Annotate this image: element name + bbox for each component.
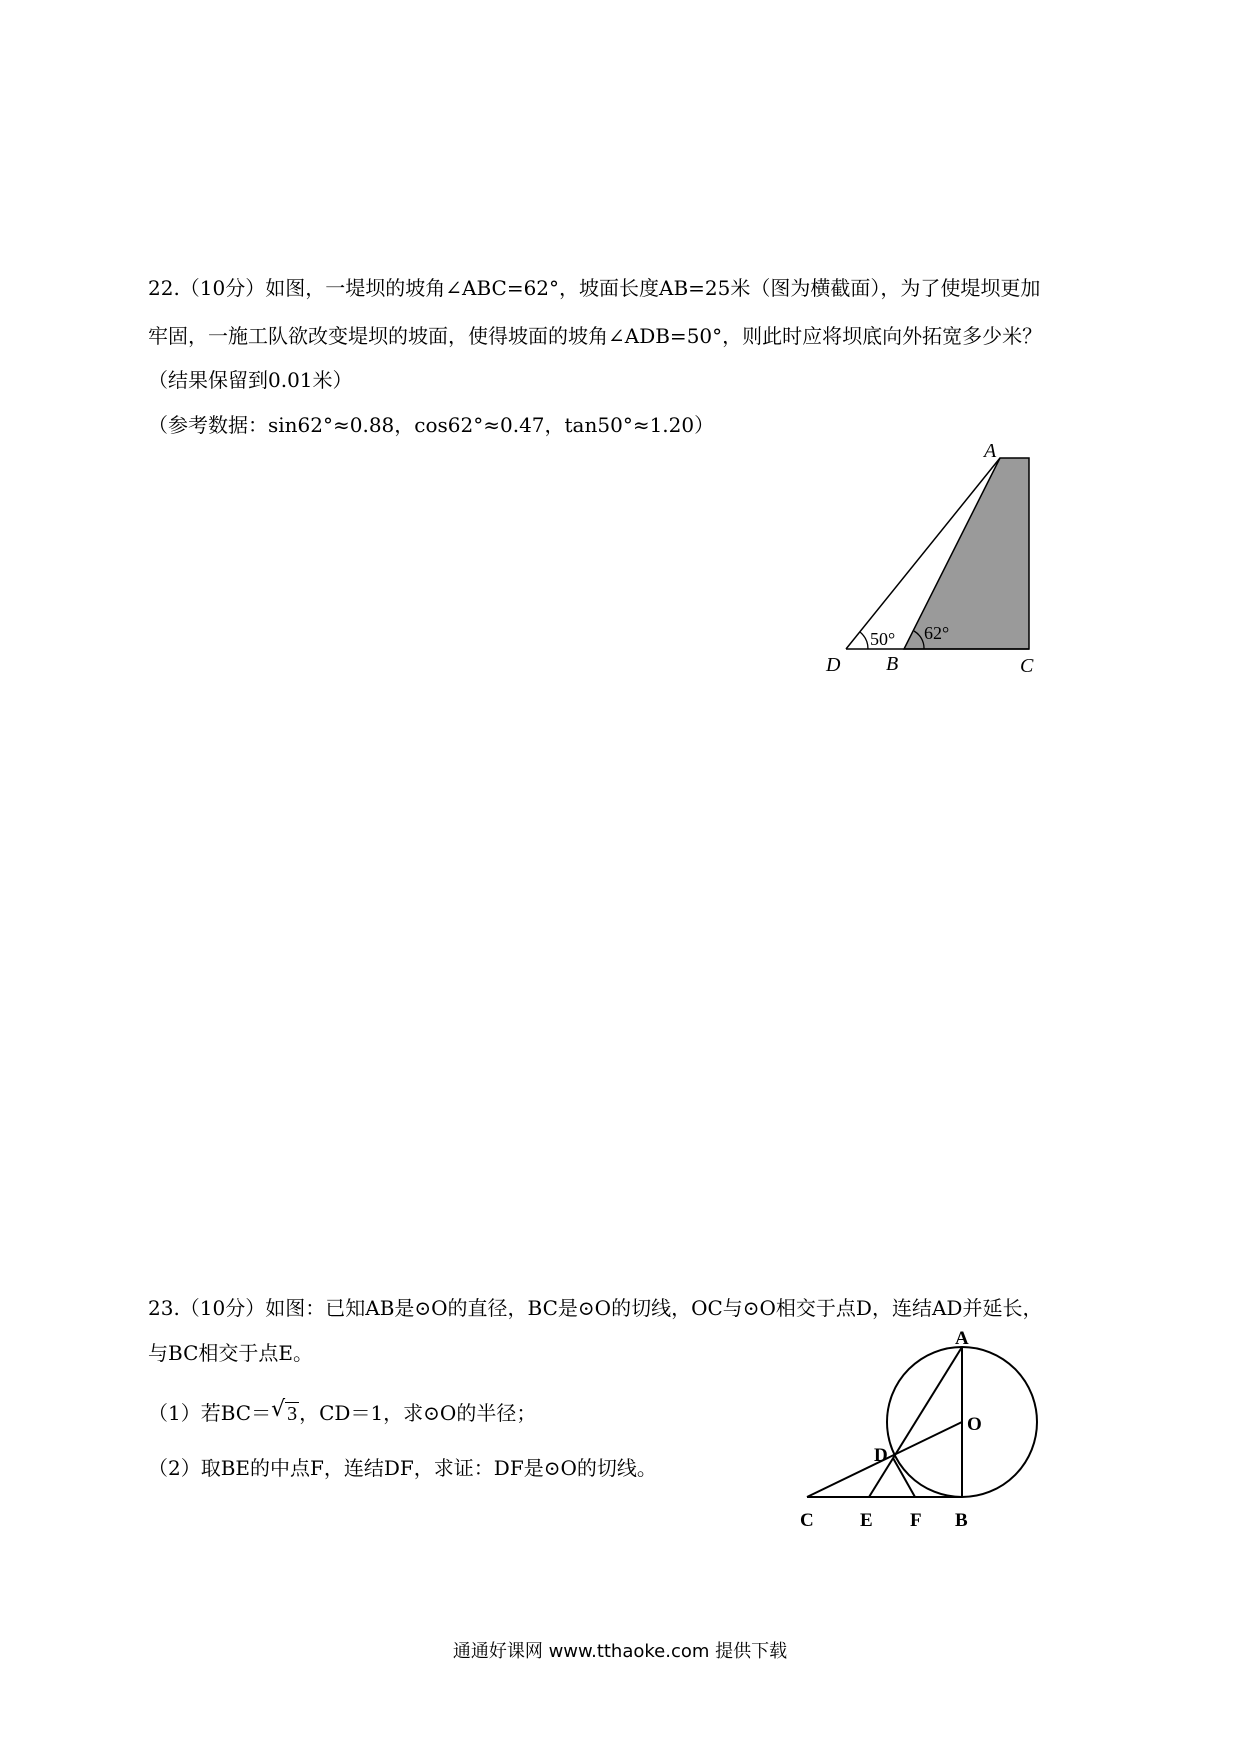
q22-dam-figure: [820, 440, 1060, 680]
segment-AE: [869, 1347, 962, 1497]
q22-line-2: 牢固，一施工队欲改变堤坝的坡面，使得坡面的坡角∠ADB=50°，则此时应将坝底向外拓宽多少米？: [148, 324, 1043, 348]
point-label-D: D: [826, 654, 841, 676]
q23-part-1-prefix: （1）若BC＝: [148, 1401, 272, 1425]
sqrt-radicand: 3: [287, 1403, 298, 1425]
q22-line-1: 22.（10分）如图，一堤坝的坡角∠ABC=62°，坡面长度AB=25米（图为横截面），为了使堤坝更加: [148, 276, 1041, 300]
point-label-A: A: [955, 1328, 969, 1349]
q23-line-2: 与BC相交于点E。: [148, 1341, 313, 1365]
point-label-B: B: [886, 653, 899, 675]
q23-line-1: 23.（10分）如图：已知AB是⊙O的直径，BC是⊙O的切线，OC与⊙O相交于点D，连结AD并延长，: [148, 1296, 1043, 1320]
point-label-D: D: [874, 1445, 888, 1466]
point-label-A: A: [984, 440, 997, 462]
angle-arc-D: [860, 632, 868, 649]
point-label-F: F: [910, 1510, 922, 1531]
point-label-E: E: [860, 1510, 873, 1531]
q23-part-1: [148, 1397, 536, 1426]
q22-line-3: （结果保留到0.01米）: [148, 368, 353, 392]
point-label-B: B: [955, 1510, 968, 1531]
q22-line-4: （参考数据：sin62°≈0.88，cos62°≈0.47，tan50°≈1.20）: [148, 413, 715, 437]
sqrt-sign-icon: √: [271, 1397, 286, 1422]
q23-part-1-suffix: ，CD＝1，求⊙O的半径；: [299, 1401, 537, 1425]
q23-circle-figure: [800, 1320, 1050, 1550]
page-footer: 通通好课网 www.tthaoke.com 提供下载: [452, 1641, 788, 1662]
sqrt-expression: [271, 1397, 299, 1426]
point-label-C: C: [800, 1510, 814, 1531]
q23-part-2: （2）取BE的中点F，连结DF，求证：DF是⊙O的切线。: [148, 1456, 657, 1480]
angle-label-D: 50°: [870, 629, 896, 649]
point-label-C: C: [1020, 655, 1034, 677]
point-label-O: O: [967, 1414, 982, 1435]
angle-label-B: 62°: [924, 623, 950, 643]
